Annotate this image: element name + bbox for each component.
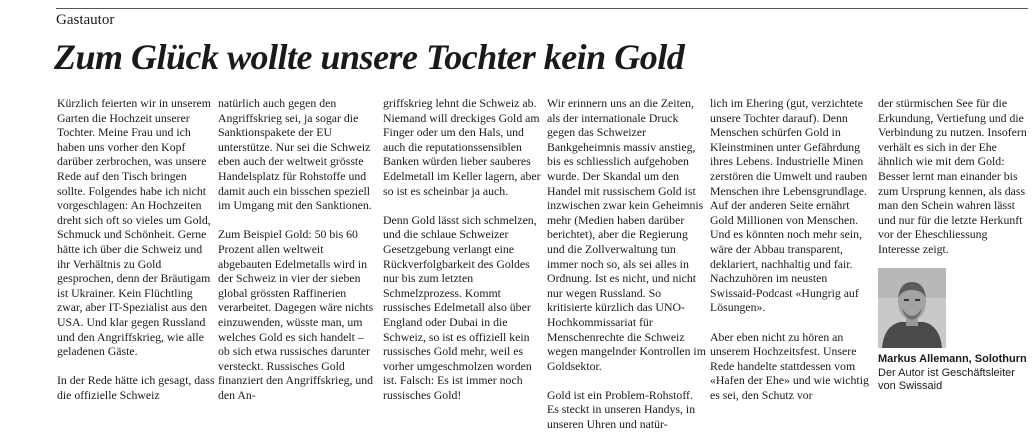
- author-photo: [878, 268, 946, 348]
- paragraph: Zum Beispiel Gold: 50 bis 60 Prozent allen weltweit abgebauten Edelmetalls wird in der Schweiz in vier der sieben global grössten Raffinerien verarbeitet. Dagegen wäre nichts einzuwenden, wüsste man, um welches Gold es sich handelt – ob sich etwa russisches darunter versteckt. Russisches Gold finanziert den Angriffskrieg, und den An-: [218, 227, 374, 402]
- article-column-1: [57, 96, 217, 402]
- paragraph: In der Rede hätte ich gesagt, dass die offizielle Schweiz: [57, 373, 215, 402]
- article-column-5: [710, 96, 870, 402]
- paragraph: Gold ist ein Problem-Rohstoff. Es steckt in unseren Handys, in unseren Uhren und natür-: [547, 387, 696, 432]
- paragraph: Denn Gold lässt sich schmelzen, und die schlaue Schweizer Gesetzgebung verlangt eine Rückverfolgbarkeit des Goldes nur bis zum letzten Schmelzprozess. Kommt russisches Edelmetall also über England oder Dubai in die Schweiz, so ist es offiziell kein russisches Gold mehr, weil es vorher umgeschmolzen worden ist. Falsch: Es ist immer noch russisches Gold!: [383, 212, 537, 402]
- author-name: Markus Allemann, Solothurn: [878, 353, 1027, 365]
- paragraph: der stürmischen See für die Erkundung, Vertiefung und die Verbindung zu nutzen. Insofern verhält es sich in der Ehe ähnlich wie mit dem Gold: Besser lernt man einander bis zum Ursprung kennen, als dass man den Schein wahren lässt und nur für die letzte Herkunft vor der Eheschliessung Interesse zeigt.: [878, 96, 1027, 256]
- paragraph: natürlich auch gegen den Angriffskrieg sei, ja sogar die Sanktionspakete der EU unterstütze. Nur sei die Schweiz eben auch der weltweit grösste Handelsplatz für Rohstoffe und damit auch ein bisschen speziell im Umgang mit den Sanktionen.: [218, 96, 372, 213]
- article-column-6: [878, 96, 1028, 257]
- article-column-2: [218, 96, 378, 402]
- portrait-icon: [878, 268, 946, 348]
- paragraph: griffskrieg lehnt die Schweiz ab. Niemand will dreckiges Gold am Finger oder um den Hals, und auch die reputationssensiblen Banken würden lieber sauberes Edelmetall im Keller lagern, aber so ist es scheinbar ja auch.: [383, 96, 541, 198]
- paragraph: Kürzlich feierten wir in unserem Garten die Hochzeit unserer Tochter. Meine Frau und ich haben uns vorher den Kopf darüber zerbrochen, was unsere Rede auf den Tisch bringen sollte. Folgendes habe ich nicht vorgeschlagen: An Hochzeiten dreht sich oft so vieles um Gold, Schmuck und Schönheit. Gerne hätte ich über die Schweiz und ihr Verhältnis zu Gold gesprochen, denn der Bräutigam ist Ukrainer. Kein Flüchtling zwar, aber IT-Spezialist aus den USA. Und klar gegen Russland und den Angriffskrieg, wie alle geladenen Gäste.: [57, 96, 211, 359]
- paragraph: Aber eben nicht zu hören an unserem Hochzeitsfest. Unsere Rede handelte stattdessen vom «Hafen der Ehe» und wie wichtig es sei, den Schutz vor: [710, 329, 869, 402]
- paragraph: lich im Ehering (gut, verzichtete unsere Tochter darauf). Denn Menschen schürfen Gold in Kleinstminen unter Gefährdung ihres Lebens. Industrielle Minen zerstören die Umwelt und rauben Menschen ihre Lebensgrundlage. Auf der anderen Seite ernährt Gold Millionen von Menschen. Und es könnten noch mehr sein, wäre der Abbau transparent, deklariert, nachhaltig und fair. Nachzuhören im neusten Swissaid-Podcast «Hungrig auf Lösungen».: [710, 96, 868, 315]
- headline: Zum Glück wollte unsere Tochter kein Gold: [54, 37, 685, 77]
- article-column-3: [383, 96, 543, 402]
- section-label: Gastautor: [56, 8, 1028, 29]
- author-role: Der Autor ist Geschäftsleiter von Swissaid: [878, 367, 1015, 392]
- paragraph: Wir erinnern uns an die Zeiten, als der internationale Druck gegen das Schweizer Bankgeheimnis massiv anstieg, bis es schliesslich aufgehoben wurde. Der Skandal um den Handel mit russischem Gold ist inzwischen zwar kein Geheimnis mehr (Medien haben darüber berichtet), aber die Regierung und die Zollverwaltung tun immer noch so, als sei alles in Ordnung. Ist es nicht, und nicht nur wegen Russland. So kritisierte kürzlich das UNO-Hochkommissariat für Menschenrechte die Schweiz wegen mangelnder Kontrollen im Goldsektor.: [547, 96, 706, 373]
- article-column-4: [547, 96, 707, 432]
